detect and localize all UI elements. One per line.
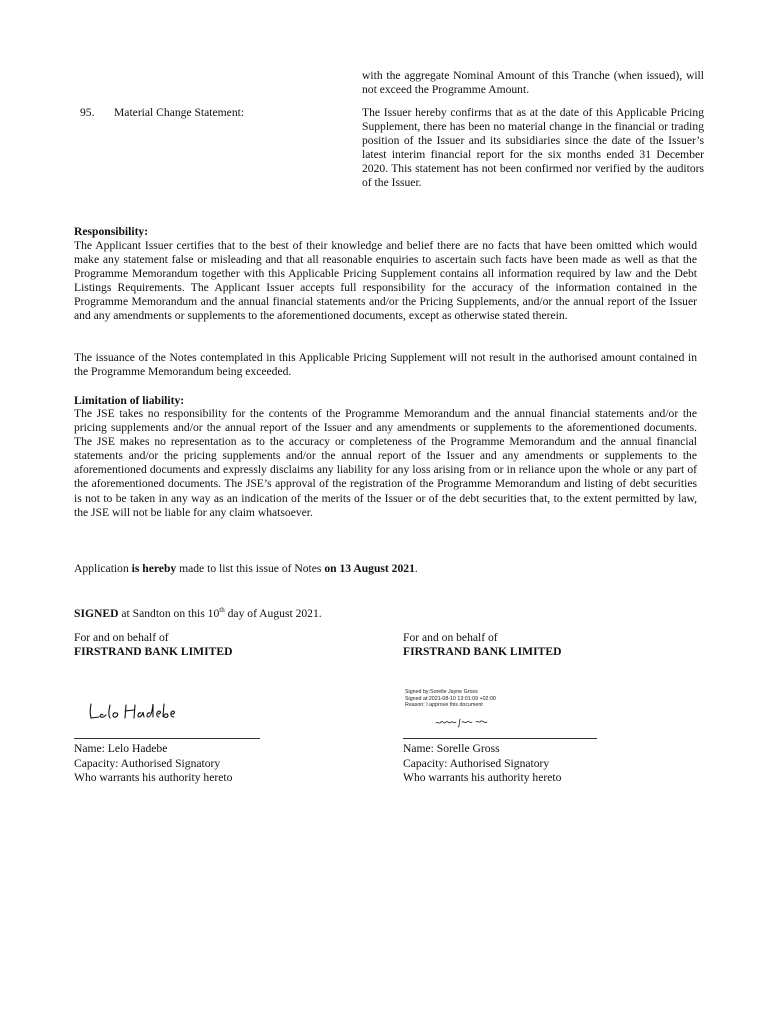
item-label: Material Change Statement: xyxy=(114,106,245,119)
left-name: Name: Lelo Hadebe xyxy=(74,742,168,755)
digital-signature-stamp xyxy=(405,689,496,709)
continuation-text: with the aggregate Nominal Amount of this Tranche (when issued), will not exceed the Programme Amount. xyxy=(362,69,704,97)
responsibility-paragraph: The Applicant Issuer certifies that to the best of their knowledge and belief there are no facts that have been omitted which would make any statement false or misleading and that all reasonable enquiries to ascertain such facts have been made as well as that the Programme Memorandum together with this Applicable Pricing Supplement contains all information required by law and the Debt Listings Requirements. The Applicant Issuer accepts full responsibility for the accuracy of the information contained in the Programme Memorandum and the annual financial statements and/or the Pricing Supplements, and/or the annual report of the Issuer and any amendments or supplements to the aforementioned documents, except as otherwise stated therein. xyxy=(74,239,697,323)
left-warrant: Who warrants his authority hereto xyxy=(74,771,233,784)
left-capacity: Capacity: Authorised Signatory xyxy=(74,757,221,770)
application-date: on 13 August 2021 xyxy=(324,562,415,575)
right-name: Name: Sorelle Gross xyxy=(403,742,500,755)
signed-pre: at Sandton on this 10 xyxy=(118,606,220,620)
left-signature-line xyxy=(74,738,260,739)
liability-paragraph: The JSE takes no responsibility for the contents of the Programme Memorandum and the annual financial statements and/or the pricing supplements and/or the annual report of the Issuer and any amendments or supplements to the aforementioned documents. The JSE makes no representation as to the accuracy or completeness of the Programme Memorandum and the annual financial statements and/or the pricing supplements and/or the annual report of the Issuer and any amendments or supplements to the aforementioned documents and expressly disclaims any liability for any loss arising from or in reliance upon the whole or any part of the aforementioned documents. The JSE’s approval of the registration of the Programme Memorandum and listing of debt securities is not to be taken in any way as an indication of the merits of the Issuer or of the debt securities that, to the extent permitted by law, the JSE will not be liable for any claim whatsoever. xyxy=(74,407,697,519)
right-capacity: Capacity: Authorised Signatory xyxy=(403,757,550,770)
signed-bold: SIGNED xyxy=(74,606,119,620)
right-warrant: Who warrants his authority hereto xyxy=(403,771,562,784)
right-handwritten-signature xyxy=(434,716,490,728)
application-mid: made to list this issue of Notes xyxy=(176,562,325,575)
signed-sup: th xyxy=(219,606,225,614)
application-statement xyxy=(74,562,418,576)
application-pre: Application xyxy=(74,562,132,575)
right-signature-line xyxy=(403,738,597,739)
application-bold-1: is hereby xyxy=(131,562,177,575)
material-change-text: The Issuer hereby confirms that as at the date of this Applicable Pricing Supplement, there has been no material change in the financial or trading position of the Issuer and its subsidiaries since the date of the Issuer’s latest interim financial report for the six months ended 31 December 2020. This statement has not been confirmed nor verified by the auditors of the Issuer. xyxy=(362,106,704,190)
stamp-signed-by: Signed by:Sorelle Jayne Gross xyxy=(405,689,478,695)
issuance-paragraph: The issuance of the Notes contemplated in this Applicable Pricing Supplement will not result in the authorised amount contained in the Programme Memorandum being exceeded. xyxy=(74,351,697,379)
signed-statement xyxy=(74,603,322,621)
liability-heading: Limitation of liability: xyxy=(74,394,185,407)
item-number: 95. xyxy=(80,106,95,119)
right-company: FIRSTRAND BANK LIMITED xyxy=(403,645,562,658)
right-on-behalf: For and on behalf of xyxy=(403,631,498,644)
signed-post: day of August 2021. xyxy=(224,606,322,620)
stamp-reason: Reason: I approve this document xyxy=(405,702,483,709)
application-post: . xyxy=(414,562,418,575)
left-handwritten-signature xyxy=(86,700,178,724)
left-on-behalf: For and on behalf of xyxy=(74,631,169,644)
responsibility-heading: Responsibility: xyxy=(74,225,149,238)
left-company: FIRSTRAND BANK LIMITED xyxy=(74,645,233,658)
stamp-signed-at: Signed at:2021-08-10 13:01:09 +02:00 xyxy=(405,695,496,702)
